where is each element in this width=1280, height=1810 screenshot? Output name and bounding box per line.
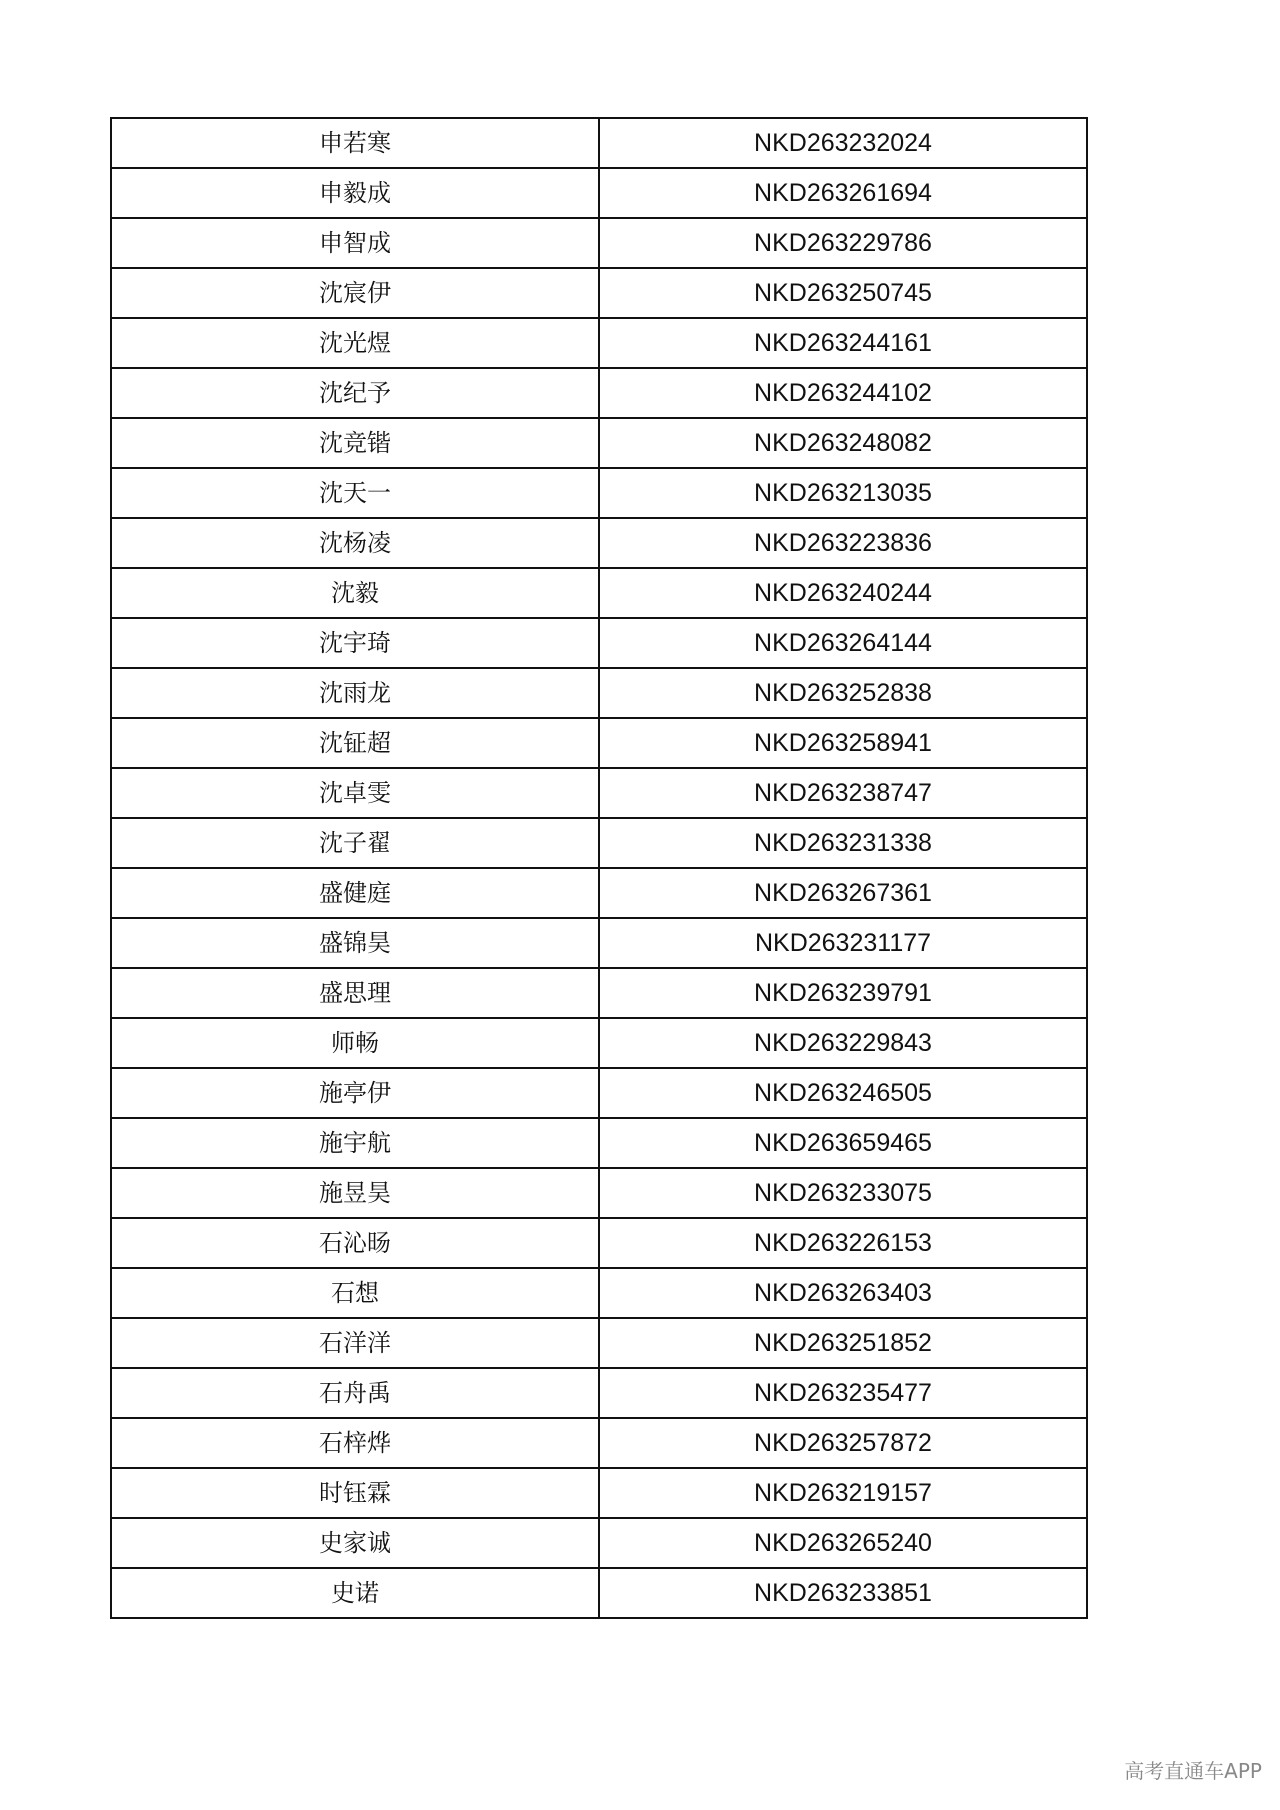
id-cell: NKD263244102 xyxy=(599,368,1087,418)
name-cell: 石沁旸 xyxy=(111,1218,599,1268)
table-row xyxy=(111,368,1087,418)
name-cell: 石想 xyxy=(111,1268,599,1318)
watermark-text: 高考直通车APP xyxy=(1124,1759,1262,1783)
id-cell: NKD263238747 xyxy=(599,768,1087,818)
id-cell: NKD263267361 xyxy=(599,868,1087,918)
name-cell: 沈毅 xyxy=(111,568,599,618)
name-cell: 师畅 xyxy=(111,1018,599,1068)
table-row xyxy=(111,668,1087,718)
id-cell: NKD263226153 xyxy=(599,1218,1087,1268)
id-cell: NKD263229786 xyxy=(599,218,1087,268)
table-row xyxy=(111,1268,1087,1318)
table-row xyxy=(111,1018,1087,1068)
name-cell: 施宇航 xyxy=(111,1118,599,1168)
table-row xyxy=(111,1518,1087,1568)
table-row xyxy=(111,1068,1087,1118)
name-cell: 沈竞锴 xyxy=(111,418,599,468)
name-cell: 沈光煜 xyxy=(111,318,599,368)
table-row xyxy=(111,1568,1087,1618)
table-row xyxy=(111,718,1087,768)
table-row xyxy=(111,868,1087,918)
name-cell: 沈卓雯 xyxy=(111,768,599,818)
id-cell: NKD263219157 xyxy=(599,1468,1087,1518)
name-cell: 申若寒 xyxy=(111,118,599,168)
name-cell: 盛锦昊 xyxy=(111,918,599,968)
name-cell: 申智成 xyxy=(111,218,599,268)
table-row xyxy=(111,1418,1087,1468)
id-cell: NKD263232024 xyxy=(599,118,1087,168)
name-cell: 盛健庭 xyxy=(111,868,599,918)
table-row xyxy=(111,518,1087,568)
table-row xyxy=(111,318,1087,368)
id-cell: NKD263246505 xyxy=(599,1068,1087,1118)
table-row xyxy=(111,568,1087,618)
table-row xyxy=(111,618,1087,668)
table-row xyxy=(111,1468,1087,1518)
table-row xyxy=(111,218,1087,268)
id-cell: NKD263231177 xyxy=(599,918,1087,968)
table-row xyxy=(111,418,1087,468)
id-cell: NKD263257872 xyxy=(599,1418,1087,1468)
id-cell: NKD263263403 xyxy=(599,1268,1087,1318)
id-cell: NKD263239791 xyxy=(599,968,1087,1018)
name-cell: 申毅成 xyxy=(111,168,599,218)
id-cell: NKD263231338 xyxy=(599,818,1087,868)
id-cell: NKD263240244 xyxy=(599,568,1087,618)
id-cell: NKD263233851 xyxy=(599,1568,1087,1618)
id-cell: NKD263258941 xyxy=(599,718,1087,768)
name-cell: 沈雨龙 xyxy=(111,668,599,718)
id-cell: NKD263233075 xyxy=(599,1168,1087,1218)
id-cell: NKD263250745 xyxy=(599,268,1087,318)
name-cell: 沈钲超 xyxy=(111,718,599,768)
table-row xyxy=(111,1368,1087,1418)
name-cell: 时钰霖 xyxy=(111,1468,599,1518)
id-cell: NKD263223836 xyxy=(599,518,1087,568)
id-cell: NKD263213035 xyxy=(599,468,1087,518)
name-cell: 史家诚 xyxy=(111,1518,599,1568)
table-row xyxy=(111,768,1087,818)
name-cell: 盛思理 xyxy=(111,968,599,1018)
id-cell: NKD263244161 xyxy=(599,318,1087,368)
table-row xyxy=(111,118,1087,168)
name-cell: 沈天一 xyxy=(111,468,599,518)
name-cell: 施昱昊 xyxy=(111,1168,599,1218)
name-cell: 沈纪予 xyxy=(111,368,599,418)
table-row xyxy=(111,1118,1087,1168)
name-cell: 施亭伊 xyxy=(111,1068,599,1118)
id-cell: NKD263265240 xyxy=(599,1518,1087,1568)
id-cell: NKD263248082 xyxy=(599,418,1087,468)
table-row xyxy=(111,468,1087,518)
table-body xyxy=(111,118,1087,1618)
name-cell: 史诺 xyxy=(111,1568,599,1618)
name-cell: 石梓烨 xyxy=(111,1418,599,1468)
table-row xyxy=(111,1218,1087,1268)
id-cell: NKD263659465 xyxy=(599,1118,1087,1168)
id-cell: NKD263261694 xyxy=(599,168,1087,218)
name-cell: 沈子翟 xyxy=(111,818,599,868)
name-id-table xyxy=(110,117,1088,1619)
name-cell: 沈宇琦 xyxy=(111,618,599,668)
table-row xyxy=(111,1318,1087,1368)
name-id-table-container xyxy=(110,117,1084,1619)
table-row xyxy=(111,168,1087,218)
table-row xyxy=(111,268,1087,318)
name-cell: 石洋洋 xyxy=(111,1318,599,1368)
table-row xyxy=(111,818,1087,868)
name-cell: 沈宸伊 xyxy=(111,268,599,318)
id-cell: NKD263264144 xyxy=(599,618,1087,668)
id-cell: NKD263251852 xyxy=(599,1318,1087,1368)
table-row xyxy=(111,1168,1087,1218)
table-row xyxy=(111,968,1087,1018)
id-cell: NKD263229843 xyxy=(599,1018,1087,1068)
name-cell: 石舟禹 xyxy=(111,1368,599,1418)
id-cell: NKD263235477 xyxy=(599,1368,1087,1418)
table-row xyxy=(111,918,1087,968)
name-cell: 沈杨凌 xyxy=(111,518,599,568)
id-cell: NKD263252838 xyxy=(599,668,1087,718)
